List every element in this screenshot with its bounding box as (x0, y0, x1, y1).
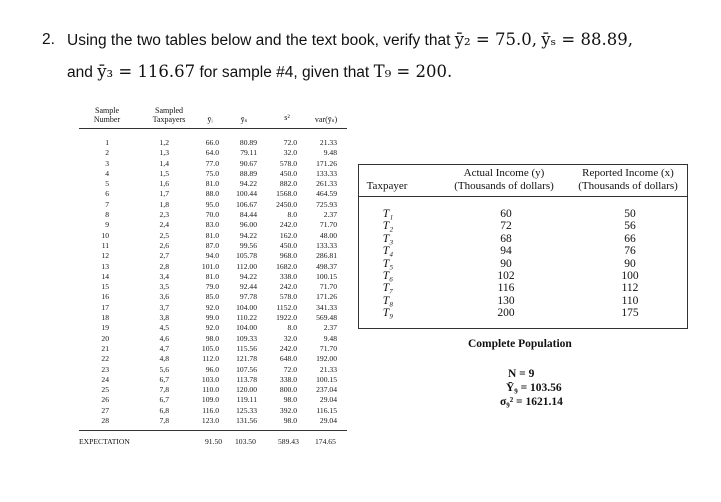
sample-number-cell: 21 (101, 343, 109, 353)
s2-cell: 242.0 (279, 220, 297, 230)
reported-income-cell: 100 (621, 270, 639, 283)
population-variance: σ₉² = 1621.14 (500, 396, 563, 408)
sampled-taxpayers-cell: 2,7 (159, 251, 169, 261)
actual-income-cell: 90 (500, 257, 512, 270)
equation-t9: T₉ = 200. (373, 62, 453, 81)
var-cell: 9.48 (323, 148, 337, 158)
y-i-cell: 112.0 (202, 354, 219, 364)
reported-income-cell: 66 (624, 232, 636, 245)
s2-cell: 578.0 (279, 292, 297, 302)
y-s-cell: 109.33 (236, 333, 257, 343)
var-cell: 100.15 (316, 271, 337, 281)
sampled-taxpayers-cell: 1,2 (159, 138, 169, 147)
sampled-taxpayers-cell: 7,8 (159, 416, 169, 426)
sample-number-cell: 18 (101, 313, 109, 323)
s2-cell: 8.0 (287, 210, 297, 220)
s2-cell: 1682.0 (276, 261, 297, 271)
column-var (313, 138, 337, 426)
y-s-cell: 80.89 (239, 138, 257, 147)
sampled-taxpayers-cell: 1,4 (159, 158, 169, 168)
reported-income-cell: 76 (624, 245, 636, 258)
taxpayer-cell: T₄ (382, 245, 394, 258)
var-cell: 71.70 (319, 220, 337, 230)
sampled-taxpayers-cell: 1,5 (159, 168, 169, 178)
y-s-cell: 104.00 (236, 302, 257, 312)
sample-number-cell: 15 (101, 282, 109, 292)
income-table-right-border (687, 164, 688, 328)
income-table-header-rule (358, 196, 688, 197)
s2-cell: 98.0 (283, 395, 297, 405)
s2-cell: 1922.0 (276, 313, 297, 323)
y-s-cell: 97.78 (239, 292, 257, 302)
sampled-taxpayers-cell: 1,7 (159, 189, 169, 199)
sampled-taxpayers-cell: 4,5 (159, 323, 169, 333)
sampled-taxpayers-cell: 3,8 (159, 313, 169, 323)
y-i-cell: 94.0 (205, 251, 219, 261)
samples-table (79, 100, 347, 452)
sample-number-cell: 2 (105, 148, 109, 158)
reported-income-cell: 56 (624, 220, 636, 233)
expectation-var: 174.65 (315, 437, 336, 446)
y-s-cell: 100.44 (236, 189, 257, 199)
sample-number-cell: 9 (105, 220, 109, 230)
y-s-cell: 92.44 (239, 282, 257, 292)
y-s-cell: 94.22 (239, 230, 257, 240)
s2-cell: 2450.0 (276, 199, 297, 209)
y-s-cell: 84.44 (239, 210, 257, 220)
sample-number-cell: 10 (101, 230, 109, 240)
sample-number-cell: 23 (101, 364, 109, 374)
sample-number-cell: 24 (101, 374, 109, 384)
header-taxpayer: Taxpayer (366, 180, 408, 192)
y-s-cell: 113.78 (236, 374, 257, 384)
sample-number-cell: 6 (105, 189, 109, 199)
var-cell: 71.70 (319, 343, 337, 353)
y-s-cell: 120.00 (236, 385, 257, 395)
sampled-taxpayers-cell: 3,6 (159, 292, 169, 302)
sampled-taxpayers-cell: 2,5 (159, 230, 169, 240)
var-cell: 100.15 (316, 374, 337, 384)
reported-income-cell: 175 (621, 307, 639, 320)
sampled-taxpayers-cell: 1,3 (159, 148, 169, 158)
s2-cell: 578.0 (279, 158, 297, 168)
y-s-cell: 115.56 (236, 343, 257, 353)
y-i-cell: 105.0 (201, 343, 219, 353)
sample-number-cell: 8 (105, 210, 109, 220)
var-cell: 116.15 (316, 405, 337, 415)
y-i-cell: 103.0 (201, 374, 219, 384)
column-y-i (194, 138, 219, 426)
sampled-taxpayers-cell: 6,7 (159, 395, 169, 405)
actual-income-cell: 116 (497, 282, 515, 295)
population-size: N = 9 (508, 368, 535, 380)
var-cell: 2.37 (323, 323, 337, 333)
s2-cell: 648.0 (279, 354, 297, 364)
y-i-cell: 92.0 (205, 323, 219, 333)
y-i-cell: 81.0 (205, 230, 219, 240)
s2-cell: 242.0 (279, 282, 297, 292)
var-cell: 48.00 (319, 230, 337, 240)
var-cell: 133.33 (316, 240, 337, 250)
header-reported-units: (Thousands of dollars) (578, 180, 678, 192)
y-i-cell: 123.0 (201, 416, 219, 426)
y-i-cell: 98.0 (205, 333, 219, 343)
y-i-cell: 96.0 (205, 364, 219, 374)
var-cell: 21.33 (319, 138, 337, 147)
column-s2 (271, 138, 297, 426)
taxpayer-cell: T₇ (382, 282, 394, 295)
sample-number-cell: 13 (101, 261, 109, 271)
y-i-cell: 99.0 (205, 313, 219, 323)
header-actual-income: Actual Income (y) (463, 167, 545, 179)
actual-income-cell: 102 (497, 270, 515, 283)
s2-cell: 338.0 (279, 374, 297, 384)
y-s-cell: 106.67 (236, 199, 257, 209)
y-i-cell: 87.0 (205, 240, 219, 250)
sample-number-cell: 22 (101, 354, 109, 364)
income-table-bottom-rule (358, 328, 688, 329)
sampled-taxpayers-cell: 5,6 (159, 364, 169, 374)
actual-income-cell: 200 (497, 307, 515, 320)
y-i-cell: 64.0 (205, 148, 219, 158)
y-i-cell: 101.0 (201, 261, 219, 271)
expectation-s2: 589.43 (278, 437, 299, 446)
y-i-cell: 75.0 (205, 168, 219, 178)
y-s-cell: 99.56 (239, 240, 257, 250)
taxpayer-cell: T₃ (382, 232, 394, 245)
s2-cell: 968.0 (279, 251, 297, 261)
sample-number-cell: 28 (101, 416, 109, 426)
y-i-cell: 77.0 (205, 158, 219, 168)
var-cell: 171.26 (316, 158, 337, 168)
s2-cell: 392.0 (279, 405, 297, 415)
y-i-cell: 85.0 (205, 292, 219, 302)
var-cell: 569.48 (316, 313, 337, 323)
column-sampled-taxpayers (149, 138, 169, 426)
actual-income-cell: 130 (497, 294, 515, 307)
expectation-y-s: 103.50 (235, 437, 256, 446)
header-reported-income: Reported Income (x) (582, 167, 674, 179)
s2-cell: 72.0 (283, 364, 297, 374)
equation-ys: ȳₛ = 88.89, (541, 30, 633, 49)
var-cell: 9.48 (323, 333, 337, 343)
taxpayer-cell: T₂ (382, 220, 394, 233)
y-i-cell: 95.0 (205, 199, 219, 209)
sampled-taxpayers-cell: 3,4 (159, 271, 169, 281)
reported-income-cell: 112 (621, 282, 639, 295)
column-actual-income (494, 208, 518, 320)
sampled-taxpayers-cell: 4,7 (159, 343, 169, 353)
var-cell: 29.04 (319, 416, 337, 426)
column-taxpayer (376, 208, 400, 320)
complete-population-title: Complete Population (468, 338, 572, 350)
y-i-cell: 81.0 (205, 179, 219, 189)
var-cell: 21.33 (319, 364, 337, 374)
question-text-3: for sample #4, given that (199, 64, 370, 81)
y-i-cell: 81.0 (205, 271, 219, 281)
var-cell: 133.33 (316, 168, 337, 178)
s2-cell: 450.0 (279, 240, 297, 250)
s2-cell: 1568.0 (276, 189, 297, 199)
y-i-cell: 83.0 (205, 220, 219, 230)
y-s-cell: 88.89 (239, 168, 257, 178)
reported-income-cell: 110 (621, 294, 639, 307)
taxpayer-cell: T₁ (382, 208, 394, 220)
sample-number-cell: 4 (105, 168, 109, 178)
var-cell: 286.81 (316, 251, 337, 261)
y-s-cell: 90.67 (239, 158, 257, 168)
sample-number-cell: 11 (101, 240, 109, 250)
sampled-taxpayers-cell: 3,5 (159, 282, 169, 292)
taxpayer-cell: T₅ (382, 257, 394, 270)
y-s-cell: 105.78 (236, 251, 257, 261)
s2-cell: 800.0 (279, 385, 297, 395)
s2-cell: 32.0 (283, 148, 297, 158)
sample-number-cell: 7 (105, 199, 109, 209)
y-s-cell: 96.00 (239, 220, 257, 230)
sample-number-cell: 12 (101, 251, 109, 261)
s2-cell: 1152.0 (276, 302, 297, 312)
header-actual-units: (Thousands of dollars) (454, 180, 554, 192)
header-var: var(ȳₛ) (314, 115, 338, 124)
sampled-taxpayers-cell: 2,8 (159, 261, 169, 271)
column-reported-income (618, 208, 642, 320)
sample-number-cell: 19 (101, 323, 109, 333)
question-line-2 (67, 56, 452, 88)
income-table-left-border (358, 164, 359, 328)
equation-y2: ȳ₂ = 75.0, (454, 30, 537, 49)
var-cell: 71.70 (319, 282, 337, 292)
sample-number-cell: 16 (101, 292, 109, 302)
sampled-taxpayers-cell: 4,8 (159, 354, 169, 364)
s2-cell: 338.0 (279, 271, 297, 281)
y-s-cell: 112.00 (236, 261, 257, 271)
var-cell: 2.37 (323, 210, 337, 220)
expectation-rule (79, 430, 347, 431)
var-cell: 237.04 (316, 385, 337, 395)
taxpayer-cell: T₉ (382, 307, 394, 320)
expectation-y-i: 91.50 (205, 437, 223, 446)
actual-income-cell: 60 (500, 208, 512, 220)
sampled-taxpayers-cell: 1,6 (159, 179, 169, 189)
y-s-cell: 121.78 (236, 354, 257, 364)
expectation-label: EXPECTATION (79, 437, 130, 446)
sampled-taxpayers-cell: 2,6 (159, 240, 169, 250)
sampled-taxpayers-cell: 6,8 (159, 405, 169, 415)
var-cell: 171.26 (316, 292, 337, 302)
s2-cell: 882.0 (279, 179, 297, 189)
y-s-cell: 110.22 (236, 313, 257, 323)
question-text-1: Using the two tables below and the text book, verify that (67, 32, 451, 49)
taxpayer-cell: T₈ (382, 294, 394, 307)
var-cell: 498.37 (316, 261, 337, 271)
sample-number-cell: 5 (105, 179, 109, 189)
sampled-taxpayers-cell: 4,6 (159, 333, 169, 343)
header-y-s: ȳₛ (240, 115, 248, 124)
question-line-1 (67, 24, 633, 56)
y-s-cell: 125.33 (236, 405, 257, 415)
y-i-cell: 70.0 (205, 210, 219, 220)
y-s-cell: 94.22 (239, 179, 257, 189)
s2-cell: 450.0 (279, 168, 297, 178)
s2-cell: 242.0 (279, 343, 297, 353)
header-rule (79, 128, 347, 129)
sample-number-cell: 17 (101, 302, 109, 312)
y-s-cell: 104.00 (236, 323, 257, 333)
var-cell: 725.93 (316, 199, 337, 209)
sample-number-cell: 27 (101, 405, 109, 415)
var-cell: 192.00 (316, 354, 337, 364)
sample-number-cell: 1 (105, 138, 109, 147)
s2-cell: 8.0 (287, 323, 297, 333)
sample-number-cell: 20 (101, 333, 109, 343)
income-table (358, 164, 688, 328)
y-i-cell: 66.0 (205, 138, 219, 147)
actual-income-cell: 94 (500, 245, 512, 258)
question-text-2: and (67, 64, 93, 81)
header-sampled-taxpayers: Sampled Taxpayers (152, 106, 186, 124)
var-cell: 341.33 (316, 302, 337, 312)
sample-number-cell: 26 (101, 395, 109, 405)
column-sample-number (93, 138, 109, 426)
var-cell: 29.04 (319, 395, 337, 405)
reported-income-cell: 50 (624, 208, 636, 220)
taxpayer-cell: T₆ (382, 270, 394, 283)
sampled-taxpayers-cell: 2,4 (159, 220, 169, 230)
y-s-cell: 94.22 (239, 271, 257, 281)
s2-cell: 72.0 (283, 138, 297, 147)
s2-cell: 98.0 (283, 416, 297, 426)
y-i-cell: 116.0 (202, 405, 219, 415)
y-s-cell: 119.11 (236, 395, 257, 405)
sampled-taxpayers-cell: 3,7 (159, 302, 169, 312)
income-table-top-rule (358, 164, 688, 165)
population-mean: Ȳ₉ = 103.56 (506, 382, 562, 394)
actual-income-cell: 72 (500, 220, 512, 233)
sample-number-cell: 25 (101, 385, 109, 395)
y-s-cell: 107.56 (236, 364, 257, 374)
y-i-cell: 92.0 (205, 302, 219, 312)
question-number: 2. (42, 31, 55, 48)
sample-number-cell: 3 (105, 158, 109, 168)
y-s-cell: 79.11 (240, 148, 257, 158)
y-s-cell: 131.56 (236, 416, 257, 426)
equation-y3: ȳ₃ = 116.67 (97, 62, 196, 81)
s2-cell: 162.0 (279, 230, 297, 240)
y-i-cell: 88.0 (205, 189, 219, 199)
actual-income-cell: 68 (500, 232, 512, 245)
column-y-s (231, 138, 257, 426)
sampled-taxpayers-cell: 1,8 (159, 199, 169, 209)
y-i-cell: 109.0 (201, 395, 219, 405)
s2-cell: 32.0 (283, 333, 297, 343)
sampled-taxpayers-cell: 7,8 (159, 385, 169, 395)
sample-number-cell: 14 (101, 271, 109, 281)
y-i-cell: 79.0 (205, 282, 219, 292)
sampled-taxpayers-cell: 2,3 (159, 210, 169, 220)
var-cell: 261.33 (316, 179, 337, 189)
header-sample-number: Sample Number (93, 106, 121, 124)
reported-income-cell: 90 (624, 257, 636, 270)
var-cell: 464.59 (316, 189, 337, 199)
y-i-cell: 110.0 (202, 385, 219, 395)
sampled-taxpayers-cell: 6,7 (159, 374, 169, 384)
header-s2: s² (284, 113, 290, 122)
header-y-i: ȳᵢ (207, 115, 213, 124)
